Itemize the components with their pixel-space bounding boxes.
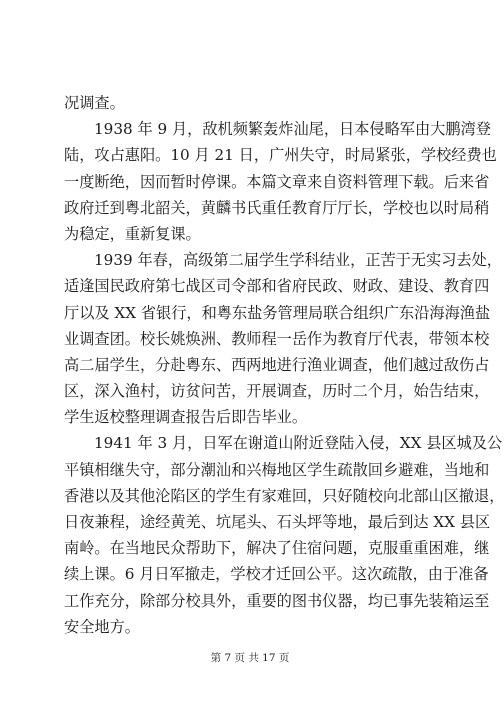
text-line: 陆，攻占惠阳。10 月 21 日，广州失守，时局紧张，学校经费也 — [64, 146, 497, 165]
text-line: 1938 年 9 月，敌机频繁轰炸汕尾，日本侵略军由大鹏湾登 — [94, 120, 491, 139]
text-line: 平镇相继失守，部分潮汕和兴梅地区学生疏散回乡避难，当地和 — [64, 460, 490, 479]
text-line: 工作充分，除部分校具外，重要的图书仪器，均已事先装箱运至 — [64, 591, 490, 610]
text-line: 1941 年 3 月，日军在谢道山附近登陆入侵，XX 县区城及公 — [94, 434, 503, 453]
text-line: 南岭。在当地民众帮助下，解决了住宿问题，克服重重困难，继 — [64, 539, 490, 558]
text-line: 厅以及 XX 省银行，和粤东盐务管理局联合组织广东沿海海渔盐 — [64, 303, 491, 322]
text-line: 日夜兼程，途经黄羌、坑尾头、石头坪等地，最后到达 XX 县区 — [64, 513, 491, 531]
page-number-footer: 第 7 页 共 17 页 — [210, 652, 290, 664]
text-line: 业调查团。校长姚焕洲、教师程一岳作为教育厅代表，带领本校 — [64, 329, 490, 348]
text-line: 政府迁到粤北韶关，黄麟书氏重任教育厅厅长，学校也以时局稍 — [64, 198, 490, 217]
text-line: 1939 年春，高级第二届学生学科结业，正苦于无实习去处， — [94, 251, 502, 270]
text-line: 续上课。6 月日军撤走，学校才迁回公平。这次疏散，由于准备 — [64, 565, 489, 584]
text-line: 香港以及其他沦陷区的学生有家难回，只好随校向北部山区撤退， — [64, 486, 504, 505]
text-line: 高二届学生，分赴粤东、西两地进行渔业调查，他们越过敌伤占 — [64, 355, 490, 374]
text-line: 一度断绝，因而暂时停课。本篇文章来自资料管理下载。后来省 — [64, 172, 490, 191]
text-line: 适逢国民政府第七战区司令部和省府民政、财政、建设、教育四 — [64, 277, 490, 296]
text-line: 学生返校整理调查报告后即告毕业。 — [64, 408, 307, 427]
text-line: 为稳定，重新复课。 — [64, 224, 201, 243]
text-line: 安全地方。 — [64, 617, 140, 636]
document-body — [64, 90, 504, 640]
text-line: 区，深入渔村，访贫问苦，开展调查，历时二个月，始告结束， — [64, 382, 490, 401]
text-line: 况调查。 — [64, 94, 125, 112]
